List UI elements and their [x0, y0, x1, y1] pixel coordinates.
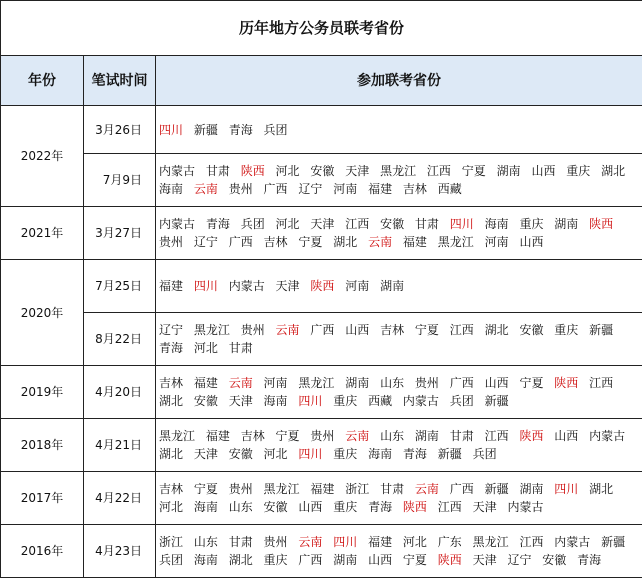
province-name: 甘肃: [228, 535, 253, 549]
province-name: 云南: [193, 182, 218, 196]
province-name: 云南: [345, 429, 370, 443]
province-name: 湖北: [589, 482, 614, 496]
province-name: 甘肃: [205, 164, 230, 178]
province-name: 贵州: [228, 482, 253, 496]
province-name: 福建: [402, 235, 427, 249]
year-cell: 2016年: [1, 525, 84, 578]
province-name: 江西: [449, 323, 474, 337]
province-name: 广西: [310, 323, 335, 337]
province-name: 云南: [298, 535, 323, 549]
province-name: 湖北: [159, 447, 184, 461]
province-name: 内蒙古: [402, 394, 439, 408]
province-name: 辽宁: [159, 323, 184, 337]
province-name: 宁夏: [298, 235, 323, 249]
province-name: 河北: [275, 164, 300, 178]
province-name: 吉林: [159, 376, 184, 390]
province-name: 天津: [472, 500, 497, 514]
province-name: 陕西: [402, 500, 427, 514]
province-name: 重庆: [566, 164, 591, 178]
province-name: 陕西: [240, 164, 265, 178]
province-name: 吉林: [240, 429, 265, 443]
table-row: [1, 260, 642, 313]
province-name: 安徽: [310, 164, 335, 178]
province-name: 四川: [193, 279, 218, 293]
province-name: 山西: [298, 500, 323, 514]
province-name: 内蒙古: [228, 279, 265, 293]
province-name: 吉林: [380, 323, 405, 337]
date-cell: 8月22日: [84, 313, 156, 366]
province-name: 湖南: [380, 279, 405, 293]
province-name: 陕西: [554, 376, 579, 390]
province-name: 广东: [437, 535, 462, 549]
province-name: 陕西: [310, 279, 335, 293]
province-name: 陕西: [589, 217, 614, 231]
province-name: 安徽: [193, 394, 218, 408]
province-name: 四川: [298, 447, 323, 461]
province-name: 福建: [205, 429, 230, 443]
province-name: 黑龙江: [380, 164, 417, 178]
province-name: 青海: [159, 341, 184, 355]
province-name: 河北: [275, 217, 300, 231]
province-name: 贵州: [240, 323, 265, 337]
header-provinces: 参加联考省份: [156, 56, 642, 106]
province-name: 陕西: [519, 429, 544, 443]
province-name: 贵州: [159, 235, 184, 249]
province-name: 黑龙江: [159, 429, 196, 443]
province-name: 福建: [193, 376, 218, 390]
province-name: 江西: [437, 500, 462, 514]
date-cell: 3月27日: [84, 207, 156, 260]
province-name: 山东: [380, 429, 405, 443]
provinces-cell: [156, 366, 642, 419]
date-cell: 3月26日: [84, 106, 156, 154]
province-name: 新疆: [589, 323, 614, 337]
province-name: 青海: [205, 217, 230, 231]
province-name: 重庆: [333, 394, 358, 408]
province-name: 山东: [380, 376, 405, 390]
province-name: 浙江: [159, 535, 184, 549]
table-row: [1, 419, 642, 472]
province-name: 重庆: [333, 447, 358, 461]
province-name: 海南: [368, 447, 393, 461]
table-row: [1, 525, 642, 578]
province-name: 海南: [193, 500, 218, 514]
province-name: 天津: [228, 394, 253, 408]
province-name: 重庆: [519, 217, 544, 231]
province-name: 甘肃: [449, 429, 474, 443]
province-name: 湖北: [601, 164, 626, 178]
table-row: [1, 106, 642, 154]
province-name: 天津: [193, 447, 218, 461]
province-name: 黑龙江: [193, 323, 230, 337]
province-name: 四川: [298, 394, 323, 408]
year-cell: 2019年: [1, 366, 84, 419]
province-name: 宁夏: [519, 376, 544, 390]
table-row: [1, 207, 642, 260]
province-name: 山西: [554, 429, 579, 443]
province-name: 宁夏: [275, 429, 300, 443]
year-cell: 2021年: [1, 207, 84, 260]
province-name: 重庆: [554, 323, 579, 337]
province-name: 江西: [519, 535, 544, 549]
province-name: 辽宁: [298, 182, 323, 196]
province-name: 宁夏: [461, 164, 486, 178]
province-name: 宁夏: [414, 323, 439, 337]
province-name: 安徽: [228, 447, 253, 461]
province-name: 重庆: [263, 553, 288, 567]
province-name: 青海: [368, 500, 393, 514]
province-name: 河北: [263, 447, 288, 461]
province-name: 新疆: [437, 447, 462, 461]
provinces-cell: [156, 106, 642, 154]
province-name: 云南: [414, 482, 439, 496]
province-name: 湖南: [414, 429, 439, 443]
province-name: 福建: [368, 535, 393, 549]
province-name: 贵州: [310, 429, 335, 443]
province-name: 青海: [577, 553, 602, 567]
province-name: 兵团: [240, 217, 265, 231]
province-name: 宁夏: [402, 553, 427, 567]
province-name: 浙江: [345, 482, 370, 496]
province-name: 福建: [310, 482, 335, 496]
province-name: 山西: [484, 376, 509, 390]
province-name: 湖北: [484, 323, 509, 337]
table-title: 历年地方公务员联考省份: [1, 1, 642, 56]
province-name: 黑龙江: [298, 376, 335, 390]
province-name: 海南: [484, 217, 509, 231]
province-name: 安徽: [263, 500, 288, 514]
date-cell: 7月25日: [84, 260, 156, 313]
province-name: 内蒙古: [507, 500, 544, 514]
province-name: 青海: [402, 447, 427, 461]
province-name: 河南: [345, 279, 370, 293]
province-name: 天津: [310, 217, 335, 231]
table-row: [1, 313, 642, 366]
header-row: [1, 56, 642, 106]
provinces-cell: [156, 260, 642, 313]
province-name: 江西: [484, 429, 509, 443]
year-cell: 2018年: [1, 419, 84, 472]
province-name: 广西: [449, 376, 474, 390]
date-cell: 4月20日: [84, 366, 156, 419]
province-name: 贵州: [263, 535, 288, 549]
provinces-cell: [156, 472, 642, 525]
table-row: [1, 472, 642, 525]
header-exam-time: 笔试时间: [84, 56, 156, 106]
province-name: 兵团: [263, 122, 288, 137]
province-name: 四川: [333, 535, 358, 549]
province-name: 贵州: [414, 376, 439, 390]
province-name: 天津: [275, 279, 300, 293]
province-name: 辽宁: [193, 235, 218, 249]
province-name: 福建: [368, 182, 393, 196]
province-name: 河南: [333, 182, 358, 196]
province-name: 江西: [345, 217, 370, 231]
province-name: 云南: [275, 323, 300, 337]
province-name: 甘肃: [414, 217, 439, 231]
province-name: 天津: [472, 553, 497, 567]
province-name: 河北: [402, 535, 427, 549]
province-name: 海南: [159, 182, 184, 196]
province-name: 安徽: [542, 553, 567, 567]
province-name: 山东: [228, 500, 253, 514]
province-name: 新疆: [601, 535, 626, 549]
province-name: 吉林: [402, 182, 427, 196]
province-name: 安徽: [519, 323, 544, 337]
province-name: 新疆: [484, 482, 509, 496]
province-name: 兵团: [159, 553, 184, 567]
header-year: 年份: [1, 56, 84, 106]
province-name: 甘肃: [228, 341, 253, 355]
date-cell: 4月22日: [84, 472, 156, 525]
date-cell: 4月21日: [84, 419, 156, 472]
province-name: 山西: [531, 164, 556, 178]
province-name: 河北: [159, 500, 184, 514]
province-name: 内蒙古: [589, 429, 626, 443]
province-name: 河南: [263, 376, 288, 390]
date-cell: 7月9日: [84, 154, 156, 207]
title-row: [1, 1, 642, 56]
province-name: 陕西: [437, 553, 462, 567]
provinces-cell: [156, 154, 642, 207]
province-name: 青海: [228, 122, 253, 137]
province-name: 湖南: [519, 482, 544, 496]
province-name: 天津: [345, 164, 370, 178]
province-name: 山西: [368, 553, 393, 567]
province-name: 内蒙古: [159, 217, 196, 231]
province-name: 内蒙古: [159, 164, 196, 178]
provinces-cell: [156, 419, 642, 472]
province-name: 西藏: [368, 394, 393, 408]
province-name: 内蒙古: [554, 535, 591, 549]
province-name: 吉林: [159, 482, 184, 496]
province-name: 四川: [554, 482, 579, 496]
province-name: 广西: [263, 182, 288, 196]
province-name: 江西: [589, 376, 614, 390]
province-name: 海南: [263, 394, 288, 408]
province-name: 广西: [298, 553, 323, 567]
year-cell: 2017年: [1, 472, 84, 525]
province-name: 湖北: [159, 394, 184, 408]
date-cell: 4月23日: [84, 525, 156, 578]
province-name: 新疆: [193, 122, 218, 137]
table-row: [1, 366, 642, 419]
province-name: 甘肃: [380, 482, 405, 496]
province-name: 兵团: [449, 394, 474, 408]
province-name: 湖南: [554, 217, 579, 231]
province-name: 山西: [345, 323, 370, 337]
province-name: 吉林: [263, 235, 288, 249]
province-name: 新疆: [484, 394, 509, 408]
province-name: 湖南: [345, 376, 370, 390]
province-name: 重庆: [333, 500, 358, 514]
provinces-cell: [156, 313, 642, 366]
province-name: 广西: [228, 235, 253, 249]
province-name: 云南: [368, 235, 393, 249]
province-name: 河北: [193, 341, 218, 355]
province-name: 湖北: [333, 235, 358, 249]
province-name: 湖南: [333, 553, 358, 567]
province-name: 福建: [159, 279, 184, 293]
province-name: 河南: [484, 235, 509, 249]
province-name: 黑龙江: [472, 535, 509, 549]
province-name: 宁夏: [193, 482, 218, 496]
province-name: 江西: [426, 164, 451, 178]
province-name: 广西: [449, 482, 474, 496]
province-name: 黑龙江: [437, 235, 474, 249]
province-name: 山西: [519, 235, 544, 249]
province-name: 山东: [193, 535, 218, 549]
province-name: 四川: [449, 217, 474, 231]
province-name: 西藏: [437, 182, 462, 196]
province-name: 湖南: [496, 164, 521, 178]
province-name: 安徽: [380, 217, 405, 231]
provinces-cell: [156, 207, 642, 260]
province-name: 四川: [159, 122, 184, 137]
province-name: 云南: [228, 376, 253, 390]
province-name: 贵州: [228, 182, 253, 196]
province-name: 黑龙江: [263, 482, 300, 496]
year-cell: 2022年: [1, 106, 84, 207]
year-cell: 2020年: [1, 260, 84, 366]
province-name: 辽宁: [507, 553, 532, 567]
province-name: 海南: [193, 553, 218, 567]
province-name: 兵团: [472, 447, 497, 461]
provinces-cell: [156, 525, 642, 578]
province-name: 湖北: [228, 553, 253, 567]
table-row: [1, 154, 642, 207]
